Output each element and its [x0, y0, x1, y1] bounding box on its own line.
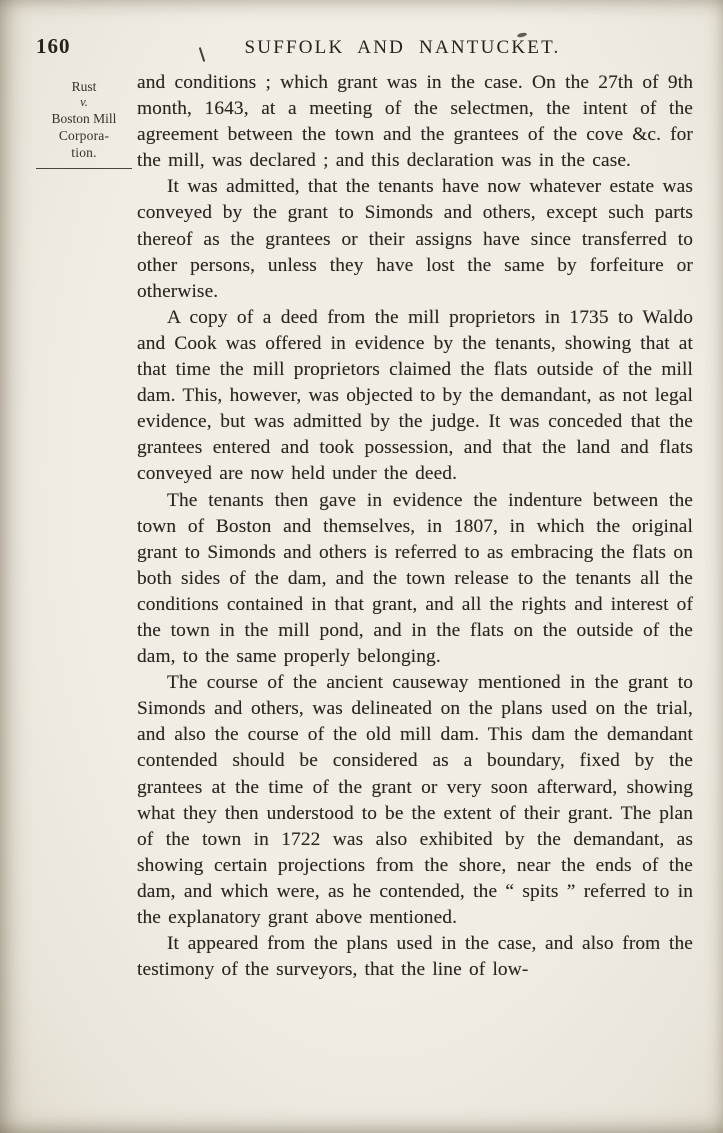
- paragraph: It appeared from the plans used in the case, and also from the testimony of the surveyors, that the line of low-: [137, 933, 693, 981]
- running-head: SUFFOLK AND NANTUCKET.: [244, 37, 561, 58]
- body-text: [137, 70, 693, 983]
- margin-note-line-versus: v.: [80, 95, 88, 109]
- paragraph: A copy of a deed from the mill proprietors in 1735 to Waldo and Cook was offered in evidence by the tenants, showing that at that time the mill proprietors claimed the flats outside of the mill dam. This, however, was objected to by the demandant, as not legal evidence, but was admitted by the judge. It was conceded that the grantees entered and took possession, and that the land and flats conveyed are now held under the deed.: [137, 306, 693, 485]
- margin-note-case-citation: [34, 78, 134, 169]
- page-number: 160: [36, 34, 71, 58]
- paragraph: The course of the ancient causeway mentioned in the grant to Simonds and others, was delineated on the plans used on the trial, and also the course of the old mill dam. This dam the demandant contended should be considered as a boundary, fixed by the grantees at the time of the grant or very soon afterward, showing what they then understood to be the extent of their grant. The plan of the town in 1722 was also exhibited by the demandant, as showing certain projections from the shore, near the ends of the dam, and which were, as he contended, the “ spits ” referred to in the explanatory grant above mentioned.: [137, 672, 693, 928]
- margin-note-line: Rust: [71, 79, 97, 94]
- paragraph: The tenants then gave in evidence the indenture between the town of Boston and themselves, in 1807, in which the original grant to Simonds and others is referred to as embracing the flats on both sides of the dam, and the town release to the tenants all the conditions contained in that grant, and all the rights and interest of the town in the mill pond, and in the flats on the outside of the dam, to the same properly belonging.: [137, 489, 693, 668]
- paragraph: It was admitted, that the tenants have now whatever estate was conveyed by the grant to Simonds and others, except such parts thereof as the grantees or their assigns have since transferred to other persons, unless they have lost the same by forfeiture or otherwise.: [137, 176, 693, 302]
- margin-note-line: Corpora-: [58, 128, 110, 143]
- paragraph: and conditions ; which grant was in the case. On the 27th of 9th month, 1643, at a meeting of the selectmen, the intent of the agreement between the town and the grantees of the cove &c. for the mill, was declared ; and this declaration was in the case.: [137, 72, 693, 172]
- margin-note-line: tion.: [71, 145, 97, 160]
- margin-note-rule: [36, 168, 132, 169]
- margin-note-line: Boston Mill: [51, 111, 117, 126]
